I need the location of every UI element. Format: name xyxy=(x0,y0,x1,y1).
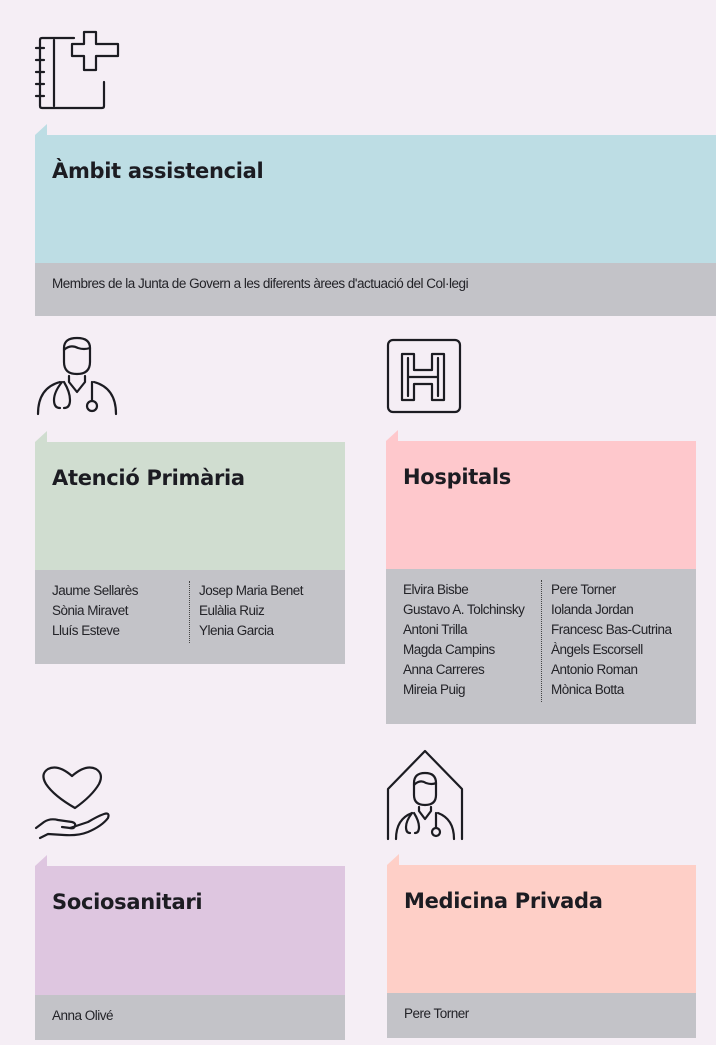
card-notch xyxy=(387,854,399,865)
privada-name: Pere Torner xyxy=(404,1006,469,1021)
list-item: Pere Torner xyxy=(551,582,616,597)
list-item: Àngels Escorsell xyxy=(551,642,643,657)
ambit-card xyxy=(35,135,716,316)
list-item: Mònica Botta xyxy=(551,682,624,697)
doctor-icon xyxy=(34,336,122,418)
list-item: Jaume Sellarès xyxy=(52,583,139,598)
list-item: Magda Campins xyxy=(403,642,495,657)
list-item: Lluís Esteve xyxy=(52,623,120,638)
primaria-col-2 xyxy=(199,581,303,643)
primaria-col-1 xyxy=(52,581,189,643)
list-item: Francesc Bas-Cutrina xyxy=(551,622,672,637)
list-item: Josep Maria Benet xyxy=(199,583,304,598)
hospitals-header xyxy=(386,441,696,569)
heart-hand-icon xyxy=(34,762,114,842)
privada-title: Medicina Privada xyxy=(404,889,603,913)
card-notch xyxy=(35,431,47,442)
hospitals-title: Hospitals xyxy=(403,465,511,489)
socio-card xyxy=(35,866,345,1040)
column-divider xyxy=(541,580,542,702)
list-item: Mireia Puig xyxy=(403,682,466,697)
hospitals-col-1 xyxy=(403,580,541,702)
list-item: Iolanda Jordan xyxy=(551,602,634,617)
medical-notebook-icon xyxy=(34,30,122,112)
primaria-names xyxy=(52,581,303,643)
card-notch xyxy=(35,124,47,135)
primaria-body xyxy=(35,570,345,664)
list-item: Eulàlia Ruiz xyxy=(199,603,265,618)
hospitals-col-2 xyxy=(551,580,672,702)
socio-header xyxy=(35,866,345,995)
primaria-header xyxy=(35,442,345,570)
hospitals-names xyxy=(403,580,672,702)
list-item: Antonio Roman xyxy=(551,662,638,677)
primaria-title: Atenció Primària xyxy=(52,466,245,490)
privada-body xyxy=(387,993,696,1038)
socio-title: Sociosanitari xyxy=(52,890,203,914)
primaria-card xyxy=(35,442,345,664)
socio-name: Anna Olivé xyxy=(52,1008,114,1023)
list-item: Antoni Trilla xyxy=(403,622,468,637)
column-divider xyxy=(189,581,190,643)
ambit-header xyxy=(35,135,716,263)
list-item: Elvira Bisbe xyxy=(403,582,469,597)
privada-card xyxy=(387,865,696,1038)
privada-header xyxy=(387,865,696,993)
ambit-body xyxy=(35,263,716,316)
hospitals-card xyxy=(386,441,696,724)
ambit-title: Àmbit assistencial xyxy=(52,159,264,183)
card-notch xyxy=(35,855,47,866)
doctor-house-icon xyxy=(386,749,464,841)
ambit-subtitle: Membres de la Junta de Govern a les diferents àrees d'actuació del Col·legi xyxy=(52,276,469,291)
list-item: Anna Carreres xyxy=(403,662,485,677)
list-item: Sònia Miravet xyxy=(52,603,129,618)
socio-body xyxy=(35,995,345,1040)
list-item: Gustavo A. Tolchinsky xyxy=(403,602,525,617)
hospitals-body xyxy=(386,569,696,724)
hospital-sign-icon xyxy=(386,338,464,416)
card-notch xyxy=(386,430,398,441)
list-item: Ylenia Garcia xyxy=(199,623,274,638)
